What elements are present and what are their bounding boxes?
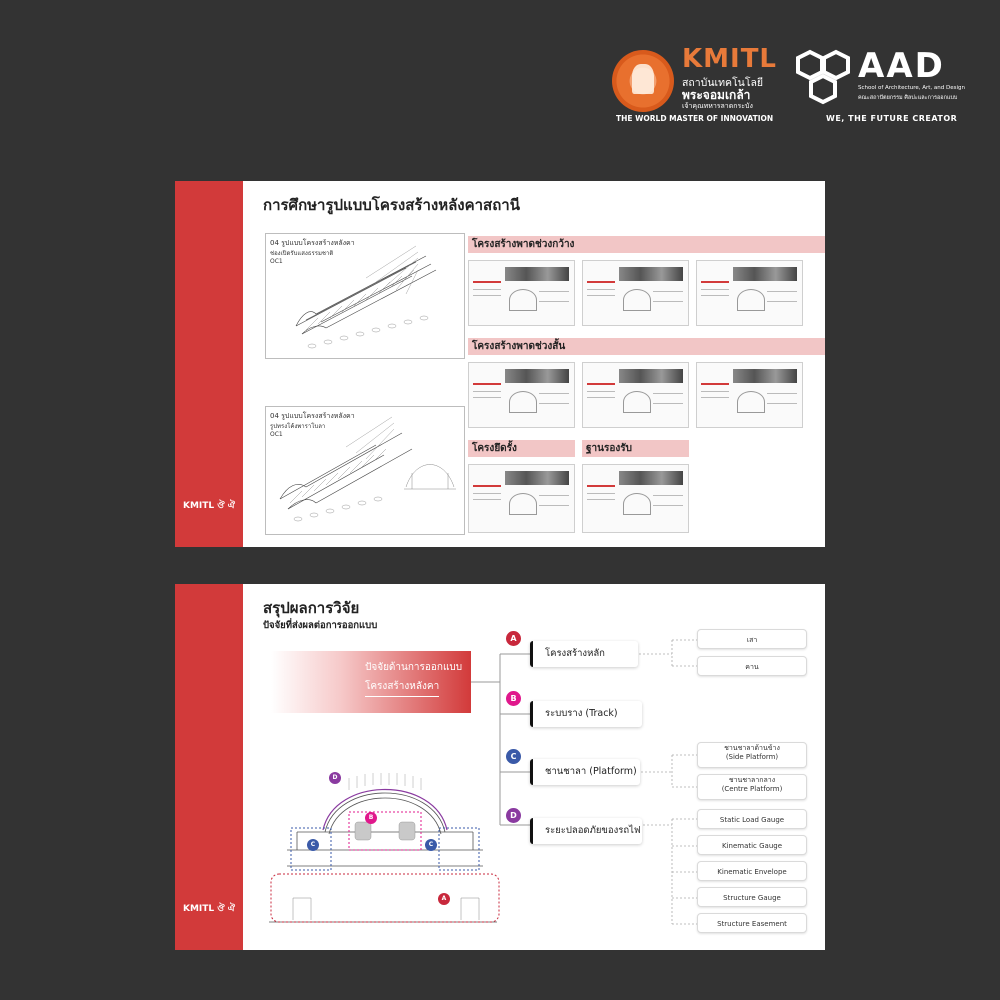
aad-subtitle-th: คณะสถาปัตยกรรม ศิลปะและการออกแบบ [858, 95, 958, 101]
kmitl-thai-line2: พระจอมเกล้า [682, 88, 751, 102]
slide-roof-structure-study [175, 181, 825, 547]
design-factor-line1: ปัจจัยด้านการออกแบบ [365, 662, 463, 673]
study-sheet-thumb [582, 464, 689, 533]
leaf-column: เสา [697, 629, 807, 649]
badge-d: D [506, 808, 521, 823]
node-main-structure: โครงสร้างหลัก [530, 641, 638, 667]
kmitl-tagline: THE WORLD MASTER OF INNOVATION [616, 114, 774, 123]
leaf-structure-gauge: Structure Gauge [697, 887, 807, 907]
study-sheet-thumb [468, 362, 575, 428]
kmitl-thai-line1: สถาบันเทคโนโลยี [682, 77, 764, 89]
leaf-structure-easement: Structure Easement [697, 913, 807, 933]
drawing2-caption: 04 รูปแบบโครงสร้างหลังคา [270, 412, 355, 420]
slide2-subtitle: ปัจจัยที่ส่งผลต่อการออกแบบ [263, 620, 378, 631]
roof-truss-axonometric-2 [266, 407, 464, 534]
study-sheet-thumb [582, 362, 689, 428]
aad-wordmark: AAD [858, 46, 945, 86]
drawing1-subcaption: ช่องเปิดรับแสงธรรมชาติ [270, 250, 334, 257]
kmitl-wordmark: KMITL [682, 44, 777, 74]
drawing1-code: OC1 [270, 258, 283, 265]
section-badge-b: B [365, 812, 377, 824]
leaf-kinematic-envelope: Kinematic Envelope [697, 861, 807, 881]
section-foundation: ฐานรองรับ [582, 440, 689, 457]
section-badge-d: D [329, 772, 341, 784]
roof-drawing-1 [265, 233, 465, 359]
drawing1-caption: 04 รูปแบบโครงสร้างหลังคา [270, 239, 355, 247]
slide-sidebar [175, 181, 243, 547]
badge-b: B [506, 691, 521, 706]
slide1-title: การศึกษารูปแบบโครงสร้างหลังคาสถานี [263, 196, 520, 214]
leaf-side-platform: ชานชาลาด้านข้าง (Side Platform) [697, 742, 807, 768]
kmitl-seal-logo [612, 50, 674, 112]
design-factor-line2: โครงสร้างหลังคา [365, 679, 439, 697]
aad-tagline: WE, THE FUTURE CREATOR [826, 114, 958, 123]
kmitl-thai-line3: เจ้าคุณทหารลาดกระบัง [682, 102, 753, 110]
leaf-static-load-gauge: Static Load Gauge [697, 809, 807, 829]
study-sheet-thumb [468, 464, 575, 533]
study-sheet-thumb [696, 362, 803, 428]
section-bracing: โครงยึดรั้ง [468, 440, 575, 457]
slide2-title: สรุปผลการวิจัย [263, 599, 360, 617]
study-sheet-thumb [582, 260, 689, 326]
leaf-beam: คาน [697, 656, 807, 676]
study-sheet-thumb [696, 260, 803, 326]
roof-truss-axonometric-1 [266, 234, 464, 358]
roof-drawing-2 [265, 406, 465, 535]
drawing2-code: OC1 [270, 431, 283, 438]
section-long-span: โครงสร้างพาดช่วงกว้าง [468, 236, 825, 253]
slide-research-summary [175, 584, 825, 950]
study-sheet-thumb [468, 260, 575, 326]
badge-a: A [506, 631, 521, 646]
station-cross-section [257, 770, 507, 940]
section-short-span: โครงสร้างพาดช่วงสั้น [468, 338, 825, 355]
node-track-system: ระบบราง (Track) [530, 701, 642, 727]
leaf-kinematic-gauge: Kinematic Gauge [697, 835, 807, 855]
leaf-centre-platform: ชานชาลากลาง (Centre Platform) [697, 774, 807, 800]
sidebar-vertical-text [181, 191, 217, 421]
sidebar-logo: KMITL ঔ ঐ [183, 501, 236, 511]
aad-hexagon-logo [794, 48, 856, 110]
section-badge-a: A [438, 893, 450, 905]
node-platform: ชานชาลา (Platform) [530, 759, 640, 785]
section-badge-c-left: C [307, 839, 319, 851]
drawing2-subcaption: รูปทรงโค้งพาราโบลา [270, 423, 326, 430]
sidebar-logo: KMITL ঔ ঐ [183, 904, 236, 914]
section-badge-c-right: C [425, 839, 437, 851]
aad-subtitle-en: School of Architecture, Art, and Design [858, 85, 965, 91]
badge-c: C [506, 749, 521, 764]
node-train-clearance: ระยะปลอดภัยของรถไฟ [530, 818, 642, 844]
